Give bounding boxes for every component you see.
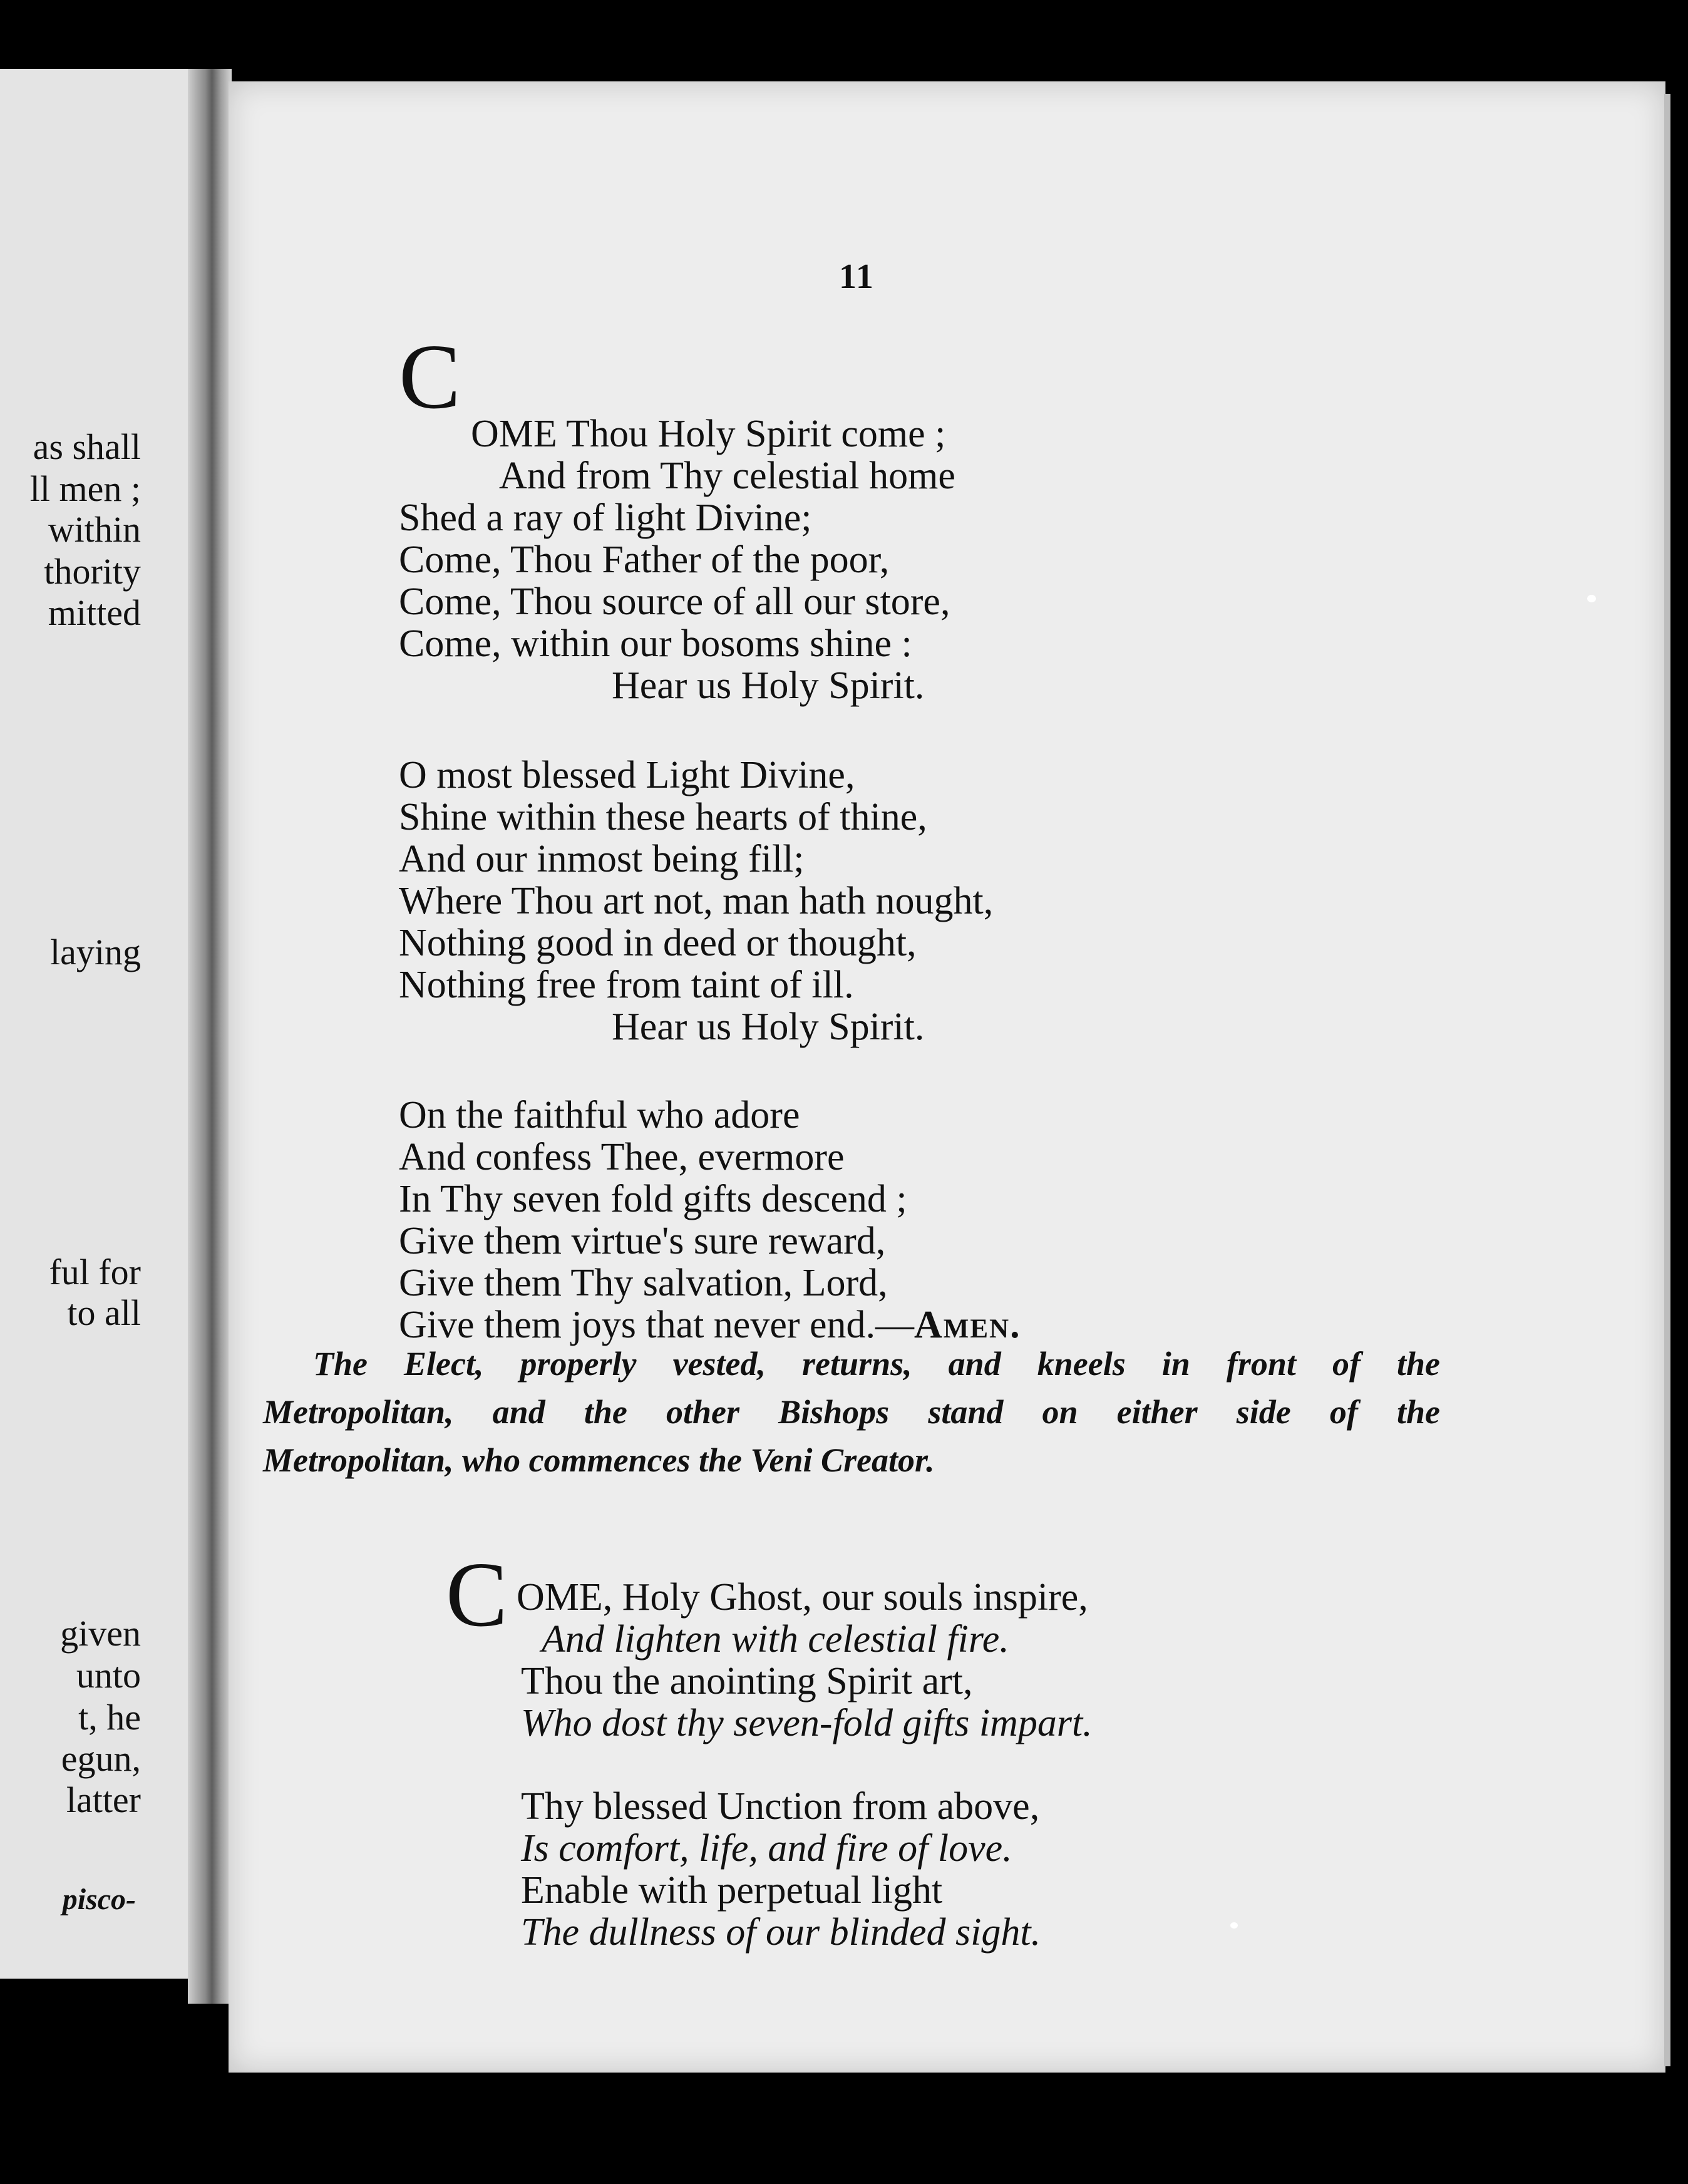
left-text-fragment: pisco- [62,1883,136,1916]
verse-line: And confess Thee, evermore [399,1136,845,1178]
page-edge [1664,94,1670,2066]
hymn1-dropcap: C [399,326,461,428]
verse-line: And lighten with celestial fire. [542,1618,1009,1661]
verse-line: OME Thou Holy Spirit come ; [471,413,946,455]
verse-line: Come, within our bosoms shine : [399,622,912,665]
hymn2-stanza1-first-line [517,1577,1088,1619]
verse-line: Nothing free from taint of ill. [399,964,854,1006]
left-text-fragment: within [48,509,141,550]
verse-line: OME, Holy Ghost, our souls inspire, [517,1576,1088,1619]
hymn1-stanza2 [399,755,993,1048]
page-number: 11 [839,257,875,296]
verse-line: And our inmost being fill; [399,838,805,880]
rubric-line: The Elect, properly vested, returns, and kneels in front of the [313,1345,1440,1383]
verse-line: Enable with perpetual light [521,1869,943,1912]
paper-speck [1230,1922,1238,1929]
hymn2-dropcap: C [446,1543,508,1646]
verse-line: Where Thou art not, man hath nought, [399,880,994,922]
rubric-instruction [263,1340,1440,1485]
verse-line: Give them virtue's sure reward, [399,1220,886,1262]
verse-line: Thou the anointing Spirit art, [521,1660,973,1702]
hymn2-stanza2 [521,1786,1041,1954]
hymn1-stanza1 [399,497,950,707]
left-page [0,69,210,1979]
left-text-fragment: t, he [78,1697,141,1738]
left-text-fragment: given [60,1613,141,1654]
verse-line: Thy blessed Unction from above, [521,1785,1040,1828]
verse-line: In Thy seven fold gifts descend ; [399,1178,907,1220]
verse-line: Shine within these hearts of thine, [399,796,927,838]
refrain-line: Hear us Holy Spirit. [612,664,925,707]
left-text-fragment: as shall [33,426,141,467]
verse-line: And from Thy celestial home [499,455,955,497]
verse-line: Shed a ray of light Divine; [399,497,812,539]
verse-line-text: Give them joys that never end.— [399,1304,915,1346]
left-text-fragment: laying [50,932,141,972]
verse-line: The dullness of our blinded sight. [521,1911,1041,1954]
verse-line: On the faithful who adore [399,1094,800,1136]
hymn1-stanza3 [399,1095,1021,1346]
left-text-fragment: egun, [61,1738,141,1779]
hymn2-stanza1-second-line [542,1619,1009,1661]
left-text-fragment: ful for [49,1252,141,1292]
verse-line: Who dost thy seven-fold gifts impart. [521,1702,1093,1744]
verse-line: Come, Thou Father of the poor, [399,538,890,581]
amen-text: Amen. [914,1304,1021,1346]
verse-line: Give them Thy salvation, Lord, [399,1262,888,1304]
left-text-fragment: latter [66,1780,141,1820]
verse-line: Nothing good in deed or thought, [399,922,917,964]
verse-line: Is comfort, life, and fire of love. [521,1827,1012,1870]
verse-line: O most blessed Light Divine, [399,754,855,796]
right-page [229,81,1665,2073]
rubric-line: Metropolitan, who commences the Veni Creator. [263,1441,935,1479]
rubric-line: Metropolitan, and the other Bishops stand on either side of the [263,1393,1440,1431]
paper-speck [1587,595,1596,602]
book-gutter [188,69,232,2004]
left-text-fragment: mitted [48,592,141,633]
left-text-fragment: to all [67,1292,141,1333]
hymn1-stanza1-second-line [499,455,955,497]
hymn1-stanza1-first-line [471,413,945,455]
hymn2-stanza1 [521,1661,1093,1744]
verse-line: Come, Thou source of all our store, [399,580,950,623]
left-text-fragment: ll men ; [29,468,141,509]
refrain-line: Hear us Holy Spirit. [612,1006,925,1048]
left-text-fragment: thority [44,551,141,592]
left-text-fragment: unto [76,1655,141,1696]
